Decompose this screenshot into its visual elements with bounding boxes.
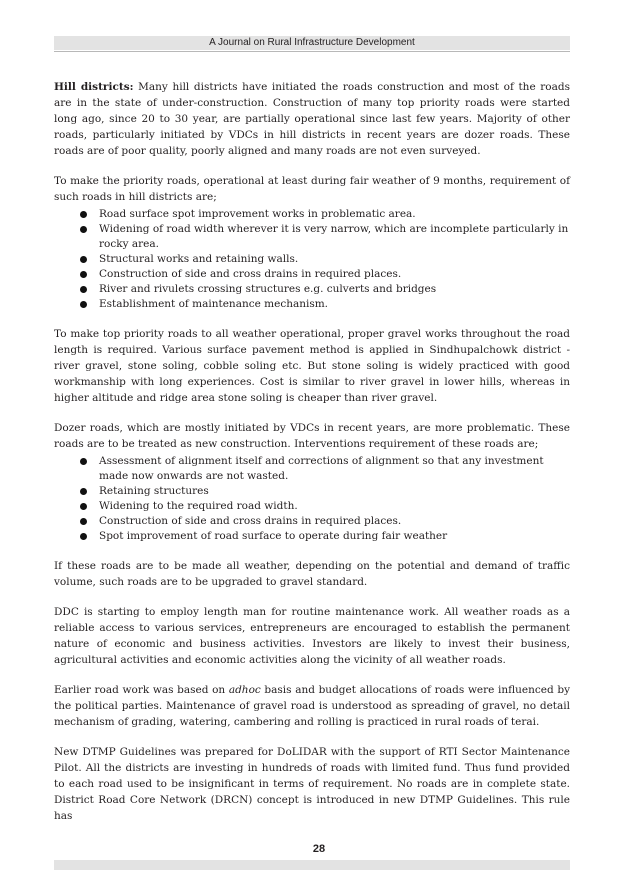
- bullet-icon: [80, 488, 87, 495]
- list-item: Retaining structures: [54, 484, 570, 499]
- bullet-icon: [80, 458, 87, 465]
- bullet-icon: [80, 518, 87, 525]
- list-item: Spot improvement of road surface to operate during fair weather: [54, 529, 570, 544]
- bullet-icon: [80, 286, 87, 293]
- page-body: [54, 79, 570, 824]
- gravel-works-paragraph: To make top priority roads to all weather operational, proper gravel works throughout the road length is required. Various surface pavement method is applied in Sindhupalchowk district - river gravel, stone soling, cobble soling etc. But stone soling is widely practiced with good workmanship with long experiences. Cost is similar to river gravel in lower hills, whereas in higher altitude and ridge area stone soling is cheaper than river gravel.: [54, 328, 570, 404]
- hill-districts-lead: Hill districts:: [54, 81, 134, 93]
- bullet-icon: [80, 533, 87, 540]
- hill-districts-paragraph: [54, 79, 570, 159]
- header-rule: [54, 51, 570, 52]
- list-item: Widening of road width wherever it is very narrow, which are incomplete particularly in rocky area.: [54, 222, 570, 252]
- list-item: Widening to the required road width.: [54, 499, 570, 514]
- priority-intro-paragraph: To make the priority roads, operational at least during fair weather of 9 months, requirement of such roads in hill districts are;: [54, 175, 570, 203]
- list-item: Construction of side and cross drains in required places.: [54, 514, 570, 529]
- list-item: Road surface spot improvement works in problematic area.: [54, 207, 570, 222]
- adhoc-term: adhoc: [228, 684, 261, 696]
- all-weather-paragraph: If these roads are to be made all weather, depending on the potential and demand of traffic volume, such roads are to be upgraded to gravel standard.: [54, 560, 570, 588]
- earlier-road-work-paragraph: Earlier road work was based on adhoc basis and budget allocations of roads were influenced by the political parties. Maintenance of gravel road is understood as spreading of gravel, no detail mechanism of grading, watering, cambering and rolling is practiced in rural roads of terai.: [54, 684, 570, 728]
- journal-title: A Journal on Rural Infrastructure Development: [209, 37, 415, 48]
- bullet-icon: [80, 226, 87, 233]
- bullet-icon: [80, 301, 87, 308]
- list-item: Establishment of maintenance mechanism.: [54, 297, 570, 312]
- running-header: [54, 36, 570, 50]
- bullet-icon: [80, 271, 87, 278]
- dozer-roads-paragraph: Dozer roads, which are mostly initiated by VDCs in recent years, are more problematic. These roads are to be treated as new construction. Interventions requirement of these roads are;: [54, 422, 570, 450]
- list-item: Structural works and retaining walls.: [54, 252, 570, 267]
- priority-requirements-list: [54, 207, 570, 312]
- dozer-interventions-list: [54, 454, 570, 544]
- list-item: Construction of side and cross drains in required places.: [54, 267, 570, 282]
- page-number: 28: [312, 843, 326, 855]
- footer-bar: [54, 860, 570, 870]
- bullet-icon: [80, 256, 87, 263]
- list-item: Assessment of alignment itself and corrections of alignment so that any investment made now onwards are not wasted.: [54, 454, 570, 484]
- dtmp-guidelines-paragraph: New DTMP Guidelines was prepared for DoLIDAR with the support of RTI Sector Maintenance Pilot. All the districts are investing in hundreds of roads with limited fund. Thus fund provided to each road used to be insignificant in terms of requirement. No roads are in complete state. District Road Core Network (DRCN) concept is introduced in new DTMP Guidelines. This rule has: [54, 746, 570, 822]
- hill-districts-text: Many hill districts have initiated the roads construction and most of the roads are in the state of under-construction. Construction of many top priority roads were started long ago, since 20 to 30 year, are partially operational since last few years. Majority of other roads, particularly initiated by VDCs in hill districts in recent years are dozer roads. These roads are of poor quality, poorly aligned and many roads are not even surveyed.: [54, 81, 571, 157]
- list-item: River and rivulets crossing structures e.g. culverts and bridges: [54, 282, 570, 297]
- ddc-paragraph: DDC is starting to employ length man for routine maintenance work. All weather roads as a reliable access to various services, entrepreneurs are encouraged to establish the permanent nature of economic and business activities. Investors are likely to invest their business, agricultural activities and economic activities along the vicinity of all weather roads.: [54, 606, 570, 666]
- bullet-icon: [80, 503, 87, 510]
- bullet-icon: [80, 211, 87, 218]
